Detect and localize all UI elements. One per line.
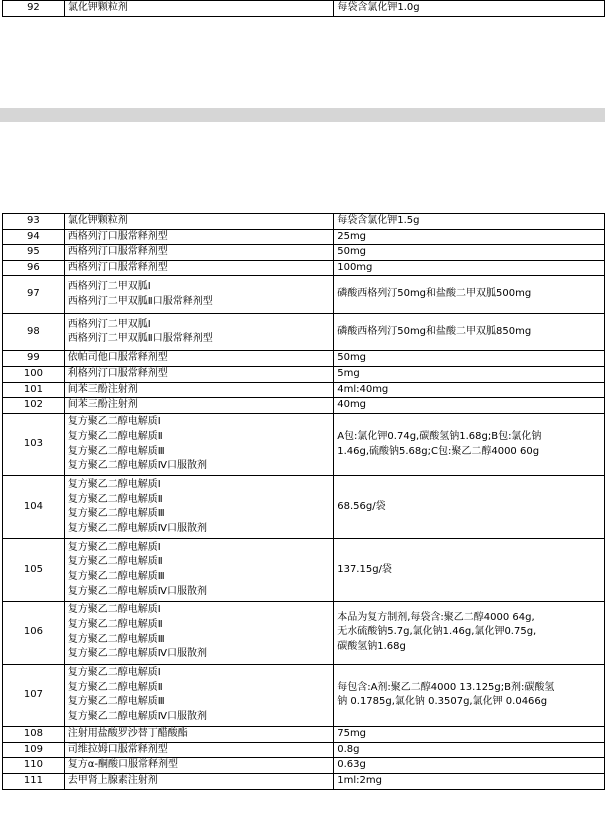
specification-cell [334, 398, 605, 414]
drug-name-cell [64, 539, 333, 602]
drug-name-cell [64, 313, 333, 351]
row-number: 93 [3, 214, 65, 230]
specification-line: 50mg [337, 246, 367, 258]
page-break-band [0, 108, 605, 122]
specification-line: 磷酸西格列汀50mg和盐酸二甲双胍850mg [337, 325, 532, 337]
drug-name-cell [64, 601, 333, 664]
drug-name-line: 复方聚乙二醇电解质Ⅲ [67, 696, 165, 708]
specification-line: 137.15g/袋 [337, 563, 392, 575]
specification-cell [334, 276, 605, 314]
specification-cell [334, 664, 605, 727]
drug-name-line: 复方聚乙二醇电解质Ⅰ [67, 541, 161, 553]
specification-cell [334, 773, 605, 789]
specification-line: 40mg [337, 399, 367, 411]
row-number: 106 [3, 601, 65, 664]
drug-name-line: 西格列汀口服常释剂型 [67, 261, 168, 273]
drug-name-cell [64, 758, 333, 774]
drug-name-cell [64, 773, 333, 789]
row-number: 95 [3, 245, 65, 261]
specification-cell [334, 413, 605, 476]
specification-cell [334, 214, 605, 230]
row-number: 102 [3, 398, 65, 414]
table-row [3, 229, 605, 245]
drug-name-line: 去甲肾上腺素注射剂 [67, 774, 158, 786]
specification-line: 每袋含氯化钾1.5g [337, 215, 420, 226]
table-row [3, 742, 605, 758]
specification-line: 1.46g,硫酸钠5.68g;C包:聚乙二醇4000 60g [337, 445, 540, 457]
table-row [3, 664, 605, 727]
table-row [3, 260, 605, 276]
drug-name-line: 西格列汀口服常释剂型 [67, 230, 168, 242]
drug-name-line: 利格列汀口服常释剂型 [67, 367, 168, 379]
specification-cell [334, 313, 605, 351]
specification-cell [334, 742, 605, 758]
drug-name-line: 复方聚乙二醇电解质Ⅲ [67, 445, 165, 457]
table-row [3, 276, 605, 314]
specification-line: 每包含:A剂:聚乙二醇4000 13.125g;B剂:碳酸氢 [337, 681, 555, 693]
drug-name-line: 氯化钾颗粒剂 [67, 215, 128, 226]
drug-name-line: 西格列汀二甲双胍Ⅰ [67, 318, 151, 330]
drug-name-cell [64, 664, 333, 727]
drug-name-line: 复方聚乙二醇电解质Ⅱ [67, 556, 163, 568]
specification-cell [334, 727, 605, 743]
row-number: 98 [3, 313, 65, 351]
drug-name-cell [64, 229, 333, 245]
drug-name-line: 复方聚乙二醇电解质Ⅱ [67, 431, 163, 442]
row-number: 109 [3, 742, 65, 758]
table-row [3, 773, 605, 789]
specification-line: 钠 0.1785g,氯化钠 0.3507g,氯化钾 0.0466g [337, 696, 548, 708]
table-row [3, 476, 605, 539]
drug-name-line: 复方聚乙二醇电解质Ⅲ [67, 508, 165, 520]
table-row [3, 313, 605, 351]
specification-line: 25mg [337, 230, 367, 242]
drug-name-line: 复方聚乙二醇电解质Ⅱ [67, 619, 163, 631]
drug-name-line: 复方聚乙二醇电解质Ⅳ口服散剂 [67, 648, 208, 660]
row-number: 105 [3, 539, 65, 602]
drug-name-cell [64, 366, 333, 382]
table-row [3, 366, 605, 382]
drug-name-line: 复方聚乙二醇电解质Ⅲ [67, 633, 165, 645]
drug-name-line: 复方聚乙二醇电解质Ⅳ口服散剂 [67, 460, 208, 472]
specification-line: 4ml:40mg [337, 383, 389, 395]
drug-name-cell [64, 214, 333, 230]
drug-name-cell [64, 1, 334, 17]
table-row [3, 245, 605, 261]
specification-cell [334, 229, 605, 245]
table-row [3, 601, 605, 664]
row-number: 111 [3, 773, 65, 789]
specification-line: 碳酸氢钠1.68g [337, 640, 406, 652]
specification-cell [334, 758, 605, 774]
specification-cell [334, 1, 605, 17]
specification-line: 75mg [337, 728, 367, 740]
drug-name-cell [64, 351, 333, 367]
specification-line: 每袋含氯化钾1.0g [337, 2, 420, 13]
drug-name-line: 复方聚乙二醇电解质Ⅰ [67, 416, 161, 428]
table-row [3, 214, 605, 230]
specification-cell [334, 351, 605, 367]
drug-name-cell [64, 742, 333, 758]
drug-name-cell [64, 276, 333, 314]
row-number: 100 [3, 366, 65, 382]
drug-name-line: 复方α-酮酸口服常释剂型 [67, 759, 178, 771]
drug-name-line: 西格列汀二甲双胍Ⅰ [67, 281, 151, 293]
drug-name-line: 间苯三酚注射剂 [67, 383, 138, 395]
specification-line: 68.56g/袋 [337, 500, 386, 512]
specification-line: 100mg [337, 261, 373, 273]
row-number: 94 [3, 229, 65, 245]
drug-name-cell [64, 382, 333, 398]
table-row [3, 382, 605, 398]
row-number: 96 [3, 260, 65, 276]
specification-cell [334, 476, 605, 539]
drug-table-top [2, 0, 605, 17]
drug-name-line: 西格列汀口服常释剂型 [67, 246, 168, 258]
drug-name-line: 复方聚乙二醇电解质Ⅳ口服散剂 [67, 585, 208, 597]
drug-name-line: 复方聚乙二醇电解质Ⅰ [67, 667, 161, 679]
row-number: 110 [3, 758, 65, 774]
table-row [3, 413, 605, 476]
drug-name-line: 复方聚乙二醇电解质Ⅳ口服散剂 [67, 522, 208, 534]
table-row [3, 758, 605, 774]
drug-name-cell [64, 245, 333, 261]
specification-cell [334, 382, 605, 398]
specification-line: A包:氯化钾0.74g,碳酸氢钠1.68g;B包:氯化钠 [337, 431, 542, 442]
drug-name-cell [64, 413, 333, 476]
table-row [3, 398, 605, 414]
specification-cell [334, 366, 605, 382]
row-number: 107 [3, 664, 65, 727]
drug-name-line: 西格列汀二甲双胍Ⅱ口服常释剂型 [67, 295, 213, 307]
specification-line: 磷酸西格列汀50mg和盐酸二甲双胍500mg [337, 288, 532, 300]
drug-name-cell [64, 260, 333, 276]
drug-name-cell [64, 398, 333, 414]
row-number: 108 [3, 727, 65, 743]
specification-cell [334, 245, 605, 261]
row-number: 99 [3, 351, 65, 367]
specification-line: 1ml:2mg [337, 774, 382, 786]
drug-name-line: 氯化钾颗粒剂 [67, 2, 128, 13]
drug-name-line: 西格列汀二甲双胍Ⅱ口服常释剂型 [67, 333, 213, 345]
drug-table-main [2, 213, 605, 790]
drug-name-line: 依帕司他口服常释剂型 [67, 352, 168, 364]
specification-cell [334, 260, 605, 276]
table-row [3, 727, 605, 743]
drug-name-line: 复方聚乙二醇电解质Ⅱ [67, 681, 163, 693]
specification-line: 0.8g [337, 743, 360, 755]
drug-name-line: 复方聚乙二醇电解质Ⅱ [67, 493, 163, 505]
drug-name-line: 复方聚乙二醇电解质Ⅳ口服散剂 [67, 710, 208, 722]
specification-line: 本品为复方制剂,每袋含:聚乙二醇4000 64g, [337, 611, 535, 623]
specification-line: 0.63g [337, 759, 366, 771]
drug-name-line: 复方聚乙二醇电解质Ⅲ [67, 570, 165, 582]
row-number: 92 [3, 1, 65, 17]
specification-line: 50mg [337, 352, 367, 364]
drug-name-cell [64, 476, 333, 539]
specification-cell [334, 539, 605, 602]
table-row [3, 539, 605, 602]
drug-name-line: 司维拉姆口服常释剂型 [67, 743, 168, 755]
row-number: 97 [3, 276, 65, 314]
specification-line: 5mg [337, 367, 360, 379]
row-number: 104 [3, 476, 65, 539]
drug-name-line: 复方聚乙二醇电解质Ⅰ [67, 604, 161, 616]
specification-line: 无水硫酸钠5.7g,氯化钠1.46g,氯化钾0.75g, [337, 626, 537, 638]
specification-cell [334, 601, 605, 664]
drug-name-line: 间苯三酚注射剂 [67, 399, 138, 411]
drug-name-line: 复方聚乙二醇电解质Ⅰ [67, 479, 161, 491]
drug-name-line: 注射用盐酸罗沙替丁醋酸酯 [67, 728, 188, 740]
drug-name-cell [64, 727, 333, 743]
table-row [3, 1, 605, 17]
row-number: 101 [3, 382, 65, 398]
row-number: 103 [3, 413, 65, 476]
table-row [3, 351, 605, 367]
